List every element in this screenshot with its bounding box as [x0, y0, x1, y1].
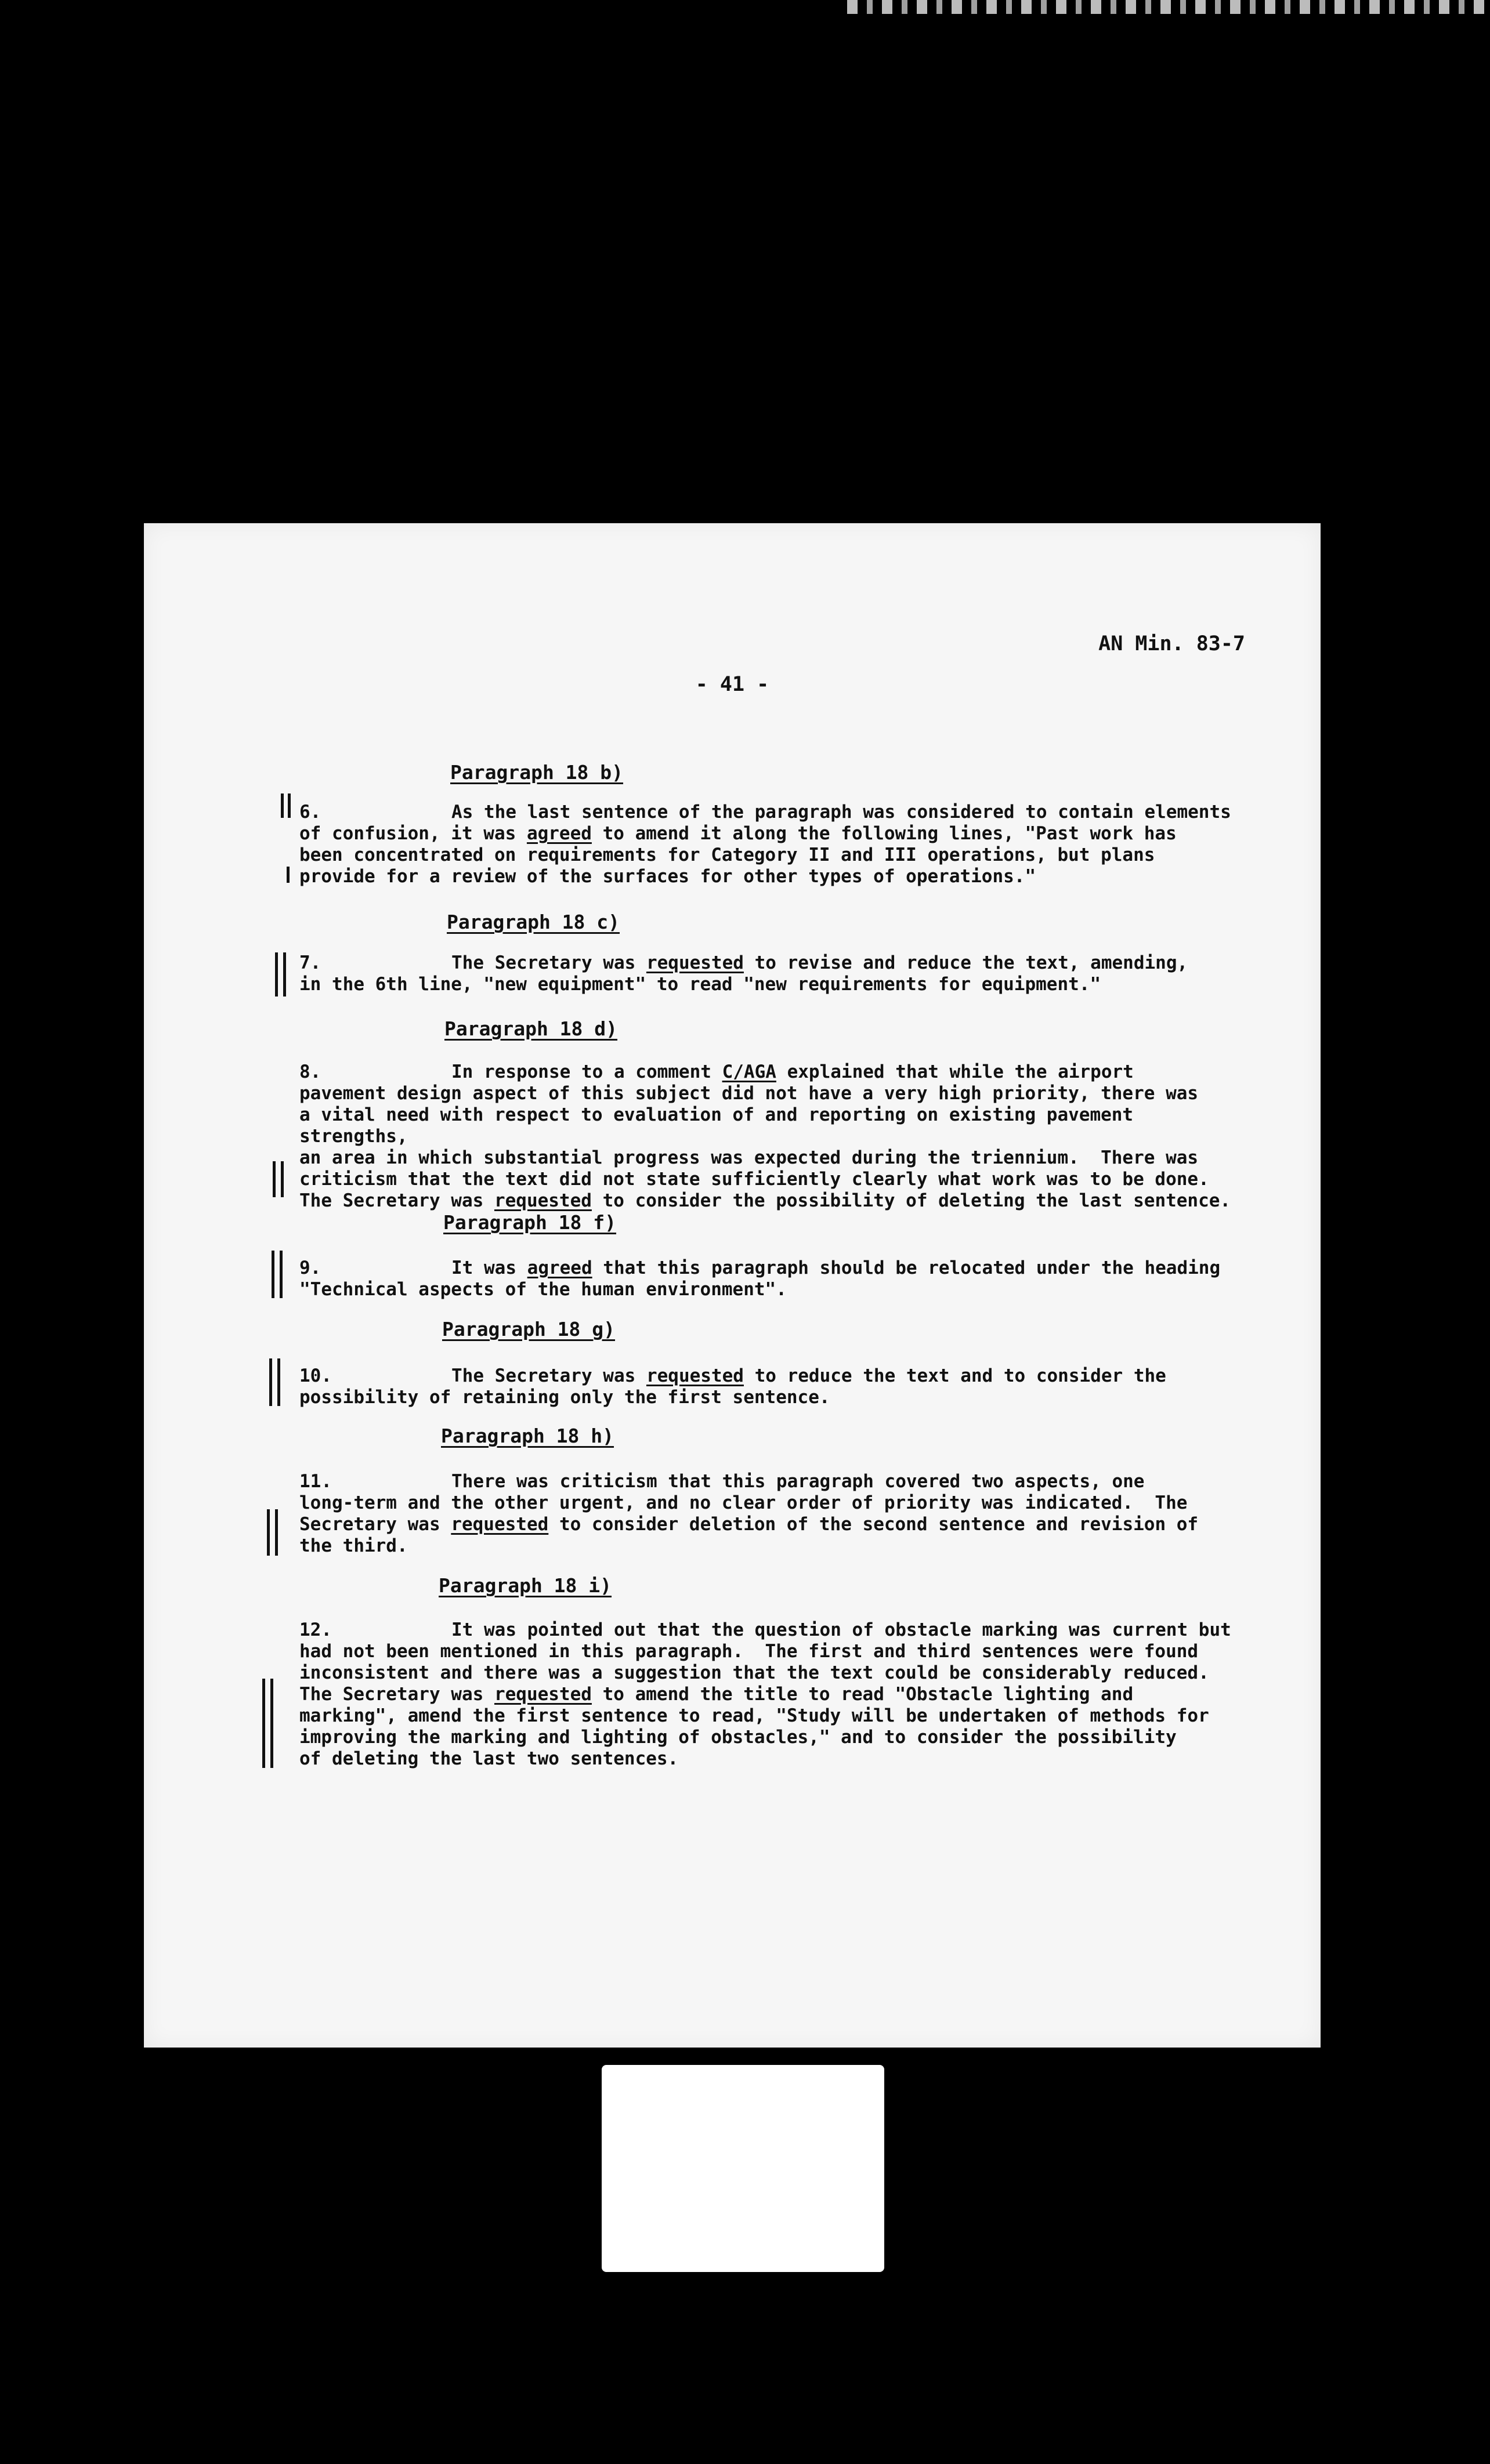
revision-bar	[280, 1251, 283, 1298]
paragraph-8	[299, 1061, 1251, 1212]
revision-bar	[281, 793, 284, 818]
paragraph-text: 11. There was criticism that this paragraph covered two aspects, one long-term and the other urgent, and no clear order of priority was indicated. The Secretary was requested to consider deletion of the second sentence and revision of the third.	[299, 1471, 1199, 1556]
section-heading: Paragraph 18 d)	[444, 1017, 618, 1040]
revision-bar	[283, 952, 286, 997]
revision-bar	[269, 1358, 272, 1406]
revision-bar	[275, 1509, 278, 1556]
paragraph-text: 10. The Secretary was requested to reduce the text and to consider the possibility of retaining only the first sentence.	[299, 1365, 1166, 1408]
revision-bar	[262, 1679, 265, 1768]
film-edge-strip	[847, 0, 1490, 14]
paragraph-number: 10.	[299, 1365, 332, 1386]
paragraph-number: 9.	[299, 1258, 321, 1278]
revision-bar	[288, 793, 291, 818]
section-heading: Paragraph 18 i)	[439, 1574, 612, 1597]
paragraph-text: 12. It was pointed out that the question of obstacle marking was current but had not been mentioned in this paragraph. The first and third sentences were found inconsistent and there was a suggestion that the text could be considerably reduced. The Secretary was requested to amend the title to read "Obstacle lighting and marking", amend the first sentence to read, "Study will be undertaken of methods for improving the marking and lighting of obstacles," and to consider the possibility of deleting the last two sentences.	[299, 1619, 1231, 1769]
paragraph-11	[299, 1471, 1251, 1557]
paragraph-text: 6. As the last sentence of the paragraph was considered to contain elements of confusion, it was agreed to amend it along the following lines, "Past work has been concentrated on requirements for Category II and III operations, but plans provide for a review of the surfaces for other types of operations."	[299, 802, 1231, 887]
paragraph-12	[299, 1619, 1251, 1770]
section-heading: Paragraph 18 h)	[441, 1425, 614, 1447]
paragraph-number: 7.	[299, 952, 321, 973]
revision-bar	[272, 1251, 274, 1298]
paragraph-6	[299, 802, 1251, 887]
revision-bar	[287, 867, 290, 883]
section-heading: Paragraph 18 c)	[447, 911, 620, 933]
section-heading: Paragraph 18 g)	[442, 1318, 616, 1340]
paragraph-text: 8. In response to a comment C/AGA explained that while the airport pavement design aspect of this subject did not have a very high priority, there was a vital need with respect to evaluation of and reporting on existing pavement strengths, an area in which substantial progress was expected during the triennium. There was criticism that the text did not state sufficiently clearly what work was to be done. The Secretary was requested to consider the possibility of deleting the last sentence.	[299, 1061, 1231, 1211]
section-heading: Paragraph 18 f)	[443, 1211, 617, 1234]
revision-bar	[270, 1679, 273, 1768]
document-page	[144, 523, 1321, 2048]
paragraph-number: 11.	[299, 1471, 332, 1492]
section-heading: Paragraph 18 b)	[450, 761, 624, 784]
revision-bar	[275, 952, 278, 997]
revision-bar	[267, 1509, 270, 1556]
document-reference: AN Min. 83-7	[1098, 632, 1245, 655]
revision-bar	[281, 1161, 284, 1197]
paragraph-number: 6.	[299, 802, 321, 822]
paragraph-text: 9. It was agreed that this paragraph should be relocated under the heading "Technical aspects of the human environment".	[299, 1258, 1221, 1300]
paragraph-text: 7. The Secretary was requested to revise and reduce the text, amending, in the 6th line, "new equipment" to read "new requirements for equipment."	[299, 952, 1188, 995]
revision-bar	[273, 1161, 276, 1197]
revision-bar	[277, 1358, 280, 1406]
paragraph-9	[299, 1258, 1251, 1300]
page-number: - 41 -	[695, 673, 769, 696]
paragraph-7	[299, 952, 1251, 995]
paragraph-10	[299, 1365, 1251, 1408]
paragraph-number: 12.	[299, 1619, 332, 1640]
blank-label-slip	[602, 2065, 884, 2272]
paragraph-number: 8.	[299, 1061, 321, 1082]
